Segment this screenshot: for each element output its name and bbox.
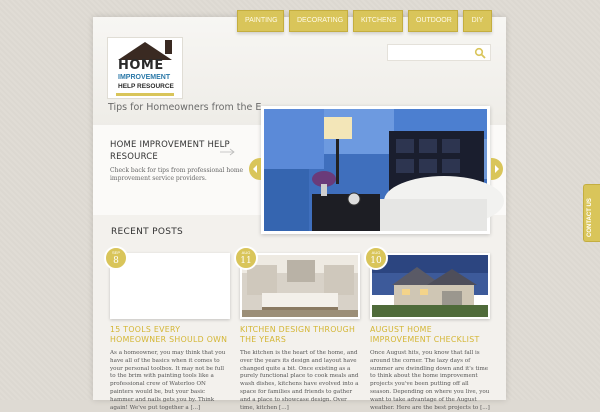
logo-line-3: HELP RESOURCE	[118, 83, 174, 90]
contact-us-label: CONTACT US	[587, 198, 593, 237]
slide-caption	[110, 139, 250, 183]
slide-image-bedroom[interactable]	[261, 106, 490, 234]
main-nav	[237, 10, 492, 32]
logo-underline	[116, 93, 174, 96]
site-tagline: Tips for Homeowners from the E	[108, 102, 262, 113]
date-badge	[364, 246, 388, 270]
contact-us-tab[interactable]	[583, 184, 600, 242]
post-excerpt: The kitchen is the heart of the home, and over the years its design and layout have changed quite a bit. Once existing as a purely functional place to cook meals and wash dishes, kitchens have evolved into a space for families and friends to gather and a place to showcase design. Over time, kitchen [...]	[240, 350, 359, 411]
date-month: AUG	[241, 250, 251, 255]
post-title[interactable]: 15 TOOLS EVERY HOMEOWNER SHOULD OWN	[110, 325, 228, 344]
post-title[interactable]: KITCHEN DESIGN THROUGH THE YEARS	[240, 325, 356, 344]
post-card	[110, 250, 230, 412]
post-title[interactable]: AUGUST HOME IMPROVEMENT CHECKLIST	[370, 325, 480, 344]
slide-description: Check back for tips from professional home improvement service providers.	[110, 167, 244, 182]
search-input[interactable]	[387, 44, 491, 61]
post-excerpt: As a homeowner, you may think that you have all of the basics when it comes to your personal toolbox. It may not be full to the brim with painting tools like a professional crew of Waterloo ON painters would be, but your basic hammer and nails gets you by. Think again! We've put together a [...]	[110, 350, 226, 411]
nav-item-outdoor[interactable]: OUTDOOR	[408, 10, 458, 32]
date-badge	[104, 246, 128, 270]
post-card	[370, 250, 490, 412]
nav-item-painting[interactable]: PAINTING	[237, 10, 284, 32]
post-thumbnail[interactable]	[370, 253, 490, 319]
logo-line-1: HOME	[118, 58, 164, 73]
nav-item-kitchens[interactable]: KITCHENS	[353, 10, 403, 32]
date-day: 11	[240, 256, 252, 266]
arrow-right-icon	[220, 148, 235, 156]
nav-item-diy[interactable]: DIY	[463, 10, 492, 32]
date-month: SEP	[111, 250, 120, 255]
recent-posts-heading: RECENT POSTS	[111, 227, 184, 237]
search-icon[interactable]	[474, 47, 486, 59]
post-excerpt: Once August hits, you know that fall is around the corner. The lazy days of summer are dwindling down and it's time to think about the home improvement projects you've been putting off all season. Depending on where you live, you want to take advantage of the August weather. Here are the best projects to [...]	[370, 350, 490, 411]
kitchen-photo	[242, 255, 358, 317]
site-logo[interactable]	[107, 37, 183, 99]
post-card	[240, 250, 360, 412]
date-day: 10	[370, 256, 382, 266]
house-photo	[372, 255, 488, 317]
date-day: 8	[113, 256, 119, 266]
nav-item-decorating[interactable]: DECORATING	[289, 10, 348, 32]
slide-title[interactable]: HOME IMPROVEMENT HELP RESOURCE	[110, 140, 230, 162]
logo-line-2: IMPROVEMENT	[118, 74, 171, 81]
date-badge	[234, 246, 258, 270]
bedroom-photo	[264, 109, 487, 231]
date-month: AUG	[371, 250, 381, 255]
post-thumbnail[interactable]	[110, 253, 230, 319]
post-thumbnail[interactable]	[240, 253, 360, 319]
